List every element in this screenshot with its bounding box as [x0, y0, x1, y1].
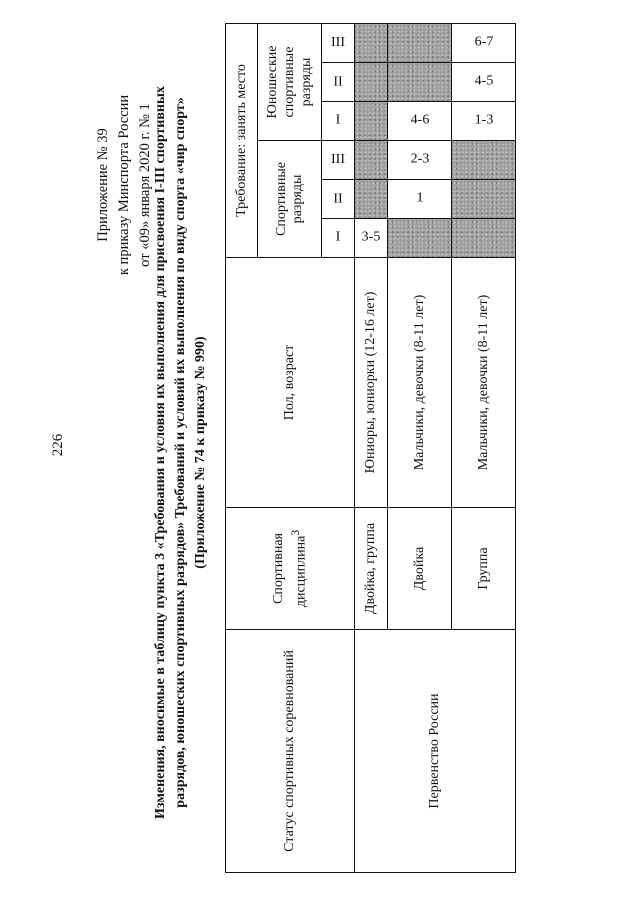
header-youth-rank-i: I	[322, 102, 355, 141]
age-cell: Юниоры, юниорки (12-16 лет)	[355, 258, 388, 508]
document-title	[151, 20, 211, 885]
shaded-cell	[355, 102, 388, 141]
table-row	[355, 24, 388, 873]
shaded-cell	[452, 219, 516, 258]
page-number: 226	[50, 433, 66, 457]
header-requirement: Требование: занять место	[226, 24, 258, 258]
header-discipline	[226, 508, 355, 630]
shaded-cell	[452, 141, 516, 180]
discipline-cell: Двойка	[388, 508, 452, 630]
header-youth-ranks	[258, 24, 322, 141]
appendix-number: Приложение № 39	[95, 128, 111, 242]
shaded-cell	[355, 141, 388, 180]
shaded-cell	[388, 24, 452, 63]
place-cell: 1-3	[452, 102, 516, 141]
header-age: Пол, возраст	[226, 258, 355, 508]
shaded-cell	[355, 180, 388, 219]
age-cell: Мальчики, девочки (8-11 лет)	[452, 258, 516, 508]
header-sport-ranks: Спортивные разряды	[258, 141, 322, 258]
header-discipline-footnote: 3	[289, 529, 303, 536]
header-discipline-line-1: Спортивная	[271, 533, 287, 605]
header-discipline-line-2: дисциплина	[293, 535, 309, 608]
requirements-table	[225, 23, 516, 873]
shaded-cell	[355, 24, 388, 63]
appendix-block	[93, 45, 156, 325]
header-youth-ranks-line-3: разряды	[299, 57, 314, 107]
competition-status: Первенство России	[355, 630, 516, 873]
place-cell: 3-5	[355, 219, 388, 258]
header-youth-rank-ii: II	[322, 63, 355, 102]
place-cell: 4-6	[388, 102, 452, 141]
shaded-cell	[355, 63, 388, 102]
title-line-1: Изменения, вносимые в таблицу пункта 3 «Требования и условия их выполнения для присвоения I-III спортивных	[153, 86, 168, 819]
header-youth-rank-iii: III	[322, 24, 355, 63]
header-rank-iii: III	[322, 141, 355, 180]
header-youth-ranks-line-1: Юношеские	[265, 45, 280, 119]
shaded-cell	[388, 219, 452, 258]
place-cell: 6-7	[452, 24, 516, 63]
place-cell: 2-3	[388, 141, 452, 180]
place-cell: 1	[388, 180, 452, 219]
shaded-cell	[388, 63, 452, 102]
header-rank-ii: II	[322, 180, 355, 219]
appendix-date: от «09» января 2020 г. № 1	[137, 103, 153, 267]
title-line-2: разрядов, юношеских спортивных разрядов» Требований и условий их выполнения по виду спорта «чир спорт»	[173, 97, 188, 808]
place-cell: 4-5	[452, 63, 516, 102]
shaded-cell	[452, 180, 516, 219]
title-line-3: (Приложение № 74 к приказу № 990)	[193, 336, 208, 569]
appendix-order: к приказу Минспорта России	[116, 94, 132, 276]
header-rank-i: I	[322, 219, 355, 258]
rotated-page-content	[20, 20, 620, 885]
header-status: Статус спортивных соревнований	[226, 630, 355, 873]
header-youth-ranks-line-2: спортивные	[282, 46, 297, 118]
age-cell: Мальчики, девочки (8-11 лет)	[388, 258, 452, 508]
discipline-cell: Группа	[452, 508, 516, 630]
discipline-cell: Двойка, группа	[355, 508, 388, 630]
